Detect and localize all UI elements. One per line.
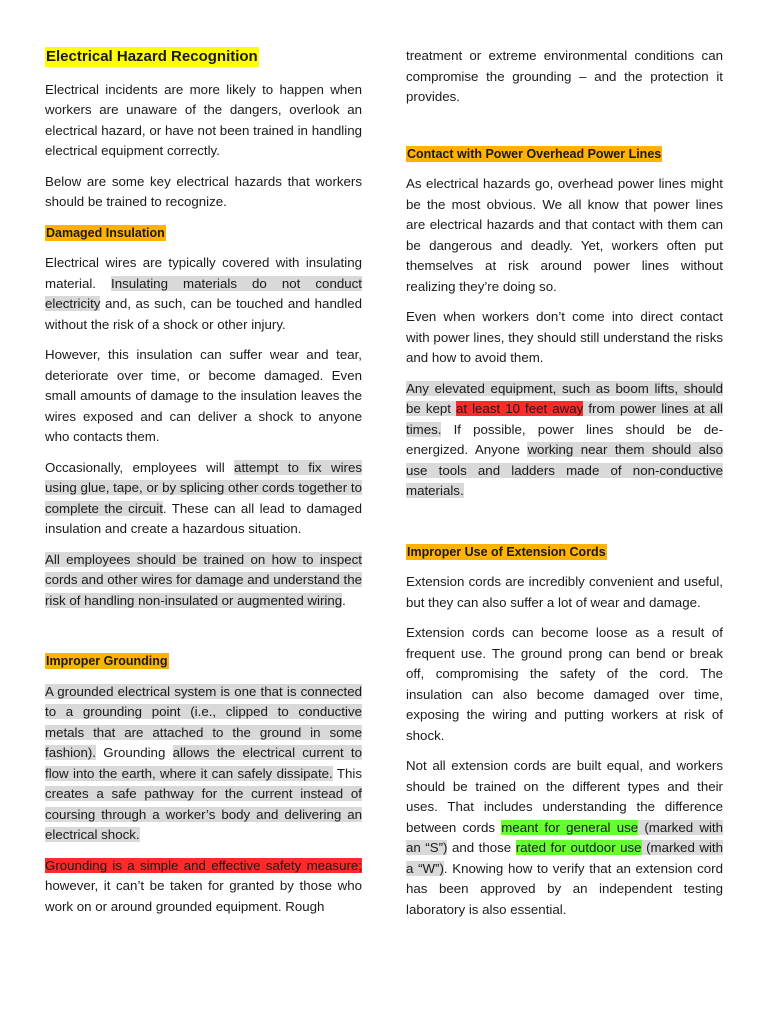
grey-highlight: Insulating materials do not conduct electricity — [45, 275, 362, 311]
overhead-paragraph-1: As electrical hazards go, overhead power lines might be the most obvious. We all know that power lines are electrical hazards and that contact with them can be dangerous and deadly. Yet, workers often put themselves at risk around power lines without realizing they’re doing so. — [406, 176, 723, 294]
green-highlight: meant for general use — [501, 819, 639, 835]
grounding-paragraph-1 — [45, 682, 362, 846]
grey-highlight: A grounded electrical system is one that is connected to a grounding point (i.e., clipped to conductive metals that are attached to the ground in some fashion). — [45, 683, 362, 760]
grey-highlight: (marked with an “S”) — [406, 819, 723, 855]
grounding-continuation: treatment or extreme environmental conditions can compromise the grounding – and the protection it provides. — [406, 48, 723, 104]
text-run: If possible, power lines should be de-energized. Anyone — [406, 421, 723, 457]
heading-overhead-power-lines: Contact with Power Overhead Power Lines — [407, 146, 662, 161]
text-run: Not all extension cords are built equal, and workers should be trained on the different types and their uses. That includes understanding the difference between cords — [406, 758, 723, 835]
text-run: . Knowing how to verify that an extension cord has been approved by an independent testing laboratory is also essential. — [406, 860, 723, 917]
red-highlight: Grounding is a simple and effective safety measure; — [45, 857, 362, 873]
right-column — [406, 46, 723, 930]
damaged-paragraph-4 — [45, 550, 362, 612]
text-run: This — [332, 765, 362, 781]
text-run: and, as such, can be touched and handled without the risk of a shock or other injury. — [45, 296, 362, 332]
text-run: . These can all lead to damaged insulation and create a hazardous situation. — [45, 500, 362, 536]
heading-improper-grounding: Improper Grounding — [46, 654, 168, 668]
grey-highlight: allows the electrical current to flow into the earth, where it can safely dissipate. — [45, 745, 363, 781]
grey-highlight: creates a safe pathway for the current instead of coursing through a worker’s body and delivering an electrical shock. — [45, 786, 362, 842]
grey-highlight: from power lines at all times. — [406, 401, 723, 437]
damaged-paragraph-3 — [45, 458, 362, 540]
extension-paragraph-1: Extension cords are incredibly convenient and useful, but they can also suffer a lot of wear and damage. — [406, 574, 723, 610]
overhead-paragraph-3 — [406, 379, 723, 502]
overhead-paragraph-2: Even when workers don’t come into direct contact with power lines, they should still understand the risks and how to avoid them. — [406, 309, 723, 365]
text-run: Occasionally, employees will — [45, 459, 235, 475]
heading-extension-cords: Improper Use of Extension Cords — [407, 544, 606, 559]
left-column — [45, 47, 362, 927]
intro-paragraph-1: Electrical incidents are more likely to happen when workers are unaware of the dangers, overlook an electrical hazard, or have not been trained in handling electrical equipment correctly. — [45, 81, 362, 158]
text-run: Electrical wires are typically covered with insulating material. — [45, 255, 362, 291]
text-run: . — [342, 592, 346, 608]
grey-highlight: working near them should also use tools and ladders made of non-conductive materials. — [406, 442, 723, 498]
text-run: however, it can’t be taken for granted by those who work on or around grounded equipment. Rough — [45, 878, 362, 914]
grey-highlight: attempt to fix wires using glue, tape, or by splicing other cords together to complete the circuit — [45, 459, 362, 516]
page-title: Electrical Hazard Recognition — [46, 48, 258, 65]
green-highlight: rated for outdoor use — [515, 840, 642, 855]
text-run: and those — [447, 840, 516, 855]
grey-highlight: All employees should be trained on how to inspect cords and other wires for damage and understand the risk of handling non-insulated or augmented wiring — [45, 551, 362, 608]
grey-highlight: Any elevated equipment, such as boom lifts, should be kept — [406, 380, 723, 416]
grounding-paragraph-2 — [45, 856, 362, 918]
intro-paragraph-2: Below are some key electrical hazards that workers should be trained to recognize. — [45, 173, 362, 209]
grey-highlight: (marked with a “W”) — [406, 840, 724, 876]
red-highlight: at least 10 feet away — [455, 401, 584, 416]
damaged-paragraph-2: However, this insulation can suffer wear and tear, deteriorate over time, or become damaged. Even small amounts of damage to the insulation leaves the wires exposed and can deliver a shock to anyone who contacts them. — [45, 347, 362, 444]
damaged-paragraph-1 — [45, 253, 362, 335]
heading-damaged-insulation: Damaged Insulation — [46, 225, 165, 240]
extension-paragraph-3 — [406, 756, 723, 920]
extension-paragraph-2: Extension cords can become loose as a result of frequent use. The ground prong can bend or break off, compromising the safety of the cord. The insulation can also become damaged over time, exposing the wiring and putting workers at risk of shock. — [406, 625, 723, 743]
text-run: Grounding — [96, 745, 173, 760]
